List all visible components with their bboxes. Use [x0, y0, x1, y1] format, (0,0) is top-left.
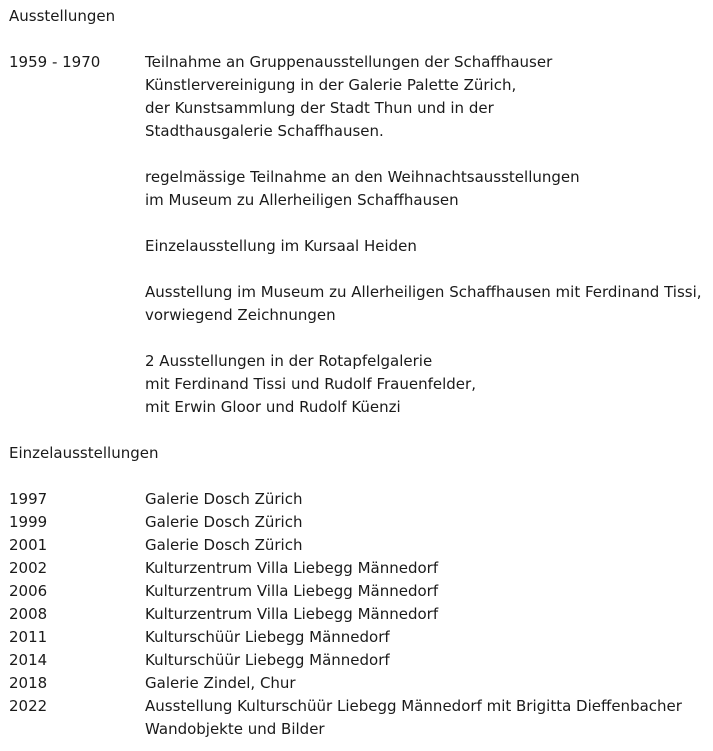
item-place: Galerie Dosch Zürich	[145, 536, 303, 554]
paragraph	[145, 235, 709, 258]
paragraph-line: mit Erwin Gloor und Rudolf Küenzi	[145, 398, 401, 416]
paragraph-line: Teilnahme an Gruppenausstellungen der Schaffhauser	[145, 53, 553, 71]
paragraph-line: 2 Ausstellungen in der Rotapfelgalerie	[145, 352, 433, 370]
item-place: Galerie Zindel, Chur	[145, 674, 296, 692]
group-exhibitions-text	[145, 51, 709, 419]
paragraph	[145, 350, 709, 419]
paragraph	[145, 51, 709, 143]
paragraph-line: regelmässige Teilnahme an den Weihnachtsausstellungen	[145, 168, 580, 186]
list-item	[9, 695, 709, 718]
item-place: Kulturzentrum Villa Liebegg Männedorf	[145, 559, 439, 577]
solo-exhibitions-list	[9, 488, 709, 741]
spacer	[9, 28, 709, 51]
item-year: 2002	[9, 559, 48, 577]
item-year: 2018	[9, 674, 48, 692]
list-item-continuation: Wandobjekte und Bilder	[145, 720, 325, 738]
paragraph-line: Einzelausstellung im Kursaal Heiden	[145, 237, 417, 255]
list-item	[9, 557, 709, 580]
paragraph	[145, 166, 709, 212]
paragraph	[145, 281, 709, 327]
list-item	[9, 488, 709, 511]
paragraph-line: Stadthausgalerie Schaffhausen.	[145, 122, 384, 140]
section-heading-ausstellungen: Ausstellungen	[9, 7, 116, 25]
spacer	[145, 327, 709, 350]
item-year: 2022	[9, 697, 48, 715]
item-place: Kulturzentrum Villa Liebegg Männedorf	[145, 605, 439, 623]
list-item	[9, 626, 709, 649]
paragraph-line: Ausstellung im Museum zu Allerheiligen Schaffhausen mit Ferdinand Tissi,	[145, 283, 702, 301]
item-year: 1999	[9, 513, 48, 531]
item-year: 2001	[9, 536, 48, 554]
group-exhibitions-entry	[9, 51, 709, 419]
item-year: 2008	[9, 605, 48, 623]
exhibition-document	[9, 5, 709, 741]
paragraph-line: vorwiegend Zeichnungen	[145, 306, 336, 324]
item-place: Kulturschüür Liebegg Männedorf	[145, 651, 390, 669]
spacer	[145, 212, 709, 235]
item-place: Galerie Dosch Zürich	[145, 490, 303, 508]
list-item	[9, 672, 709, 695]
spacer	[9, 465, 709, 488]
item-year: 1997	[9, 490, 48, 508]
paragraph-line: mit Ferdinand Tissi und Rudolf Frauenfelder,	[145, 375, 476, 393]
item-place: Galerie Dosch Zürich	[145, 513, 303, 531]
list-item	[9, 649, 709, 672]
period-label: 1959 - 1970	[9, 53, 101, 71]
list-item	[9, 534, 709, 557]
list-item	[9, 511, 709, 534]
item-place: Kulturzentrum Villa Liebegg Männedorf	[145, 582, 439, 600]
section-heading-einzelausstellungen: Einzelausstellungen	[9, 444, 159, 462]
paragraph-line: im Museum zu Allerheiligen Schaffhausen	[145, 191, 459, 209]
paragraph-line: Künstlervereinigung in der Galerie Palette Zürich,	[145, 76, 517, 94]
spacer	[145, 258, 709, 281]
spacer	[145, 143, 709, 166]
item-year: 2006	[9, 582, 48, 600]
list-item	[9, 580, 709, 603]
spacer	[9, 419, 709, 442]
item-place: Ausstellung Kulturschüür Liebegg Männedorf mit Brigitta Dieffenbacher	[145, 697, 682, 715]
item-year: 2011	[9, 628, 48, 646]
item-place: Kulturschüür Liebegg Männedorf	[145, 628, 390, 646]
paragraph-line: der Kunstsammlung der Stadt Thun und in der	[145, 99, 494, 117]
list-item	[9, 603, 709, 626]
item-year: 2014	[9, 651, 48, 669]
